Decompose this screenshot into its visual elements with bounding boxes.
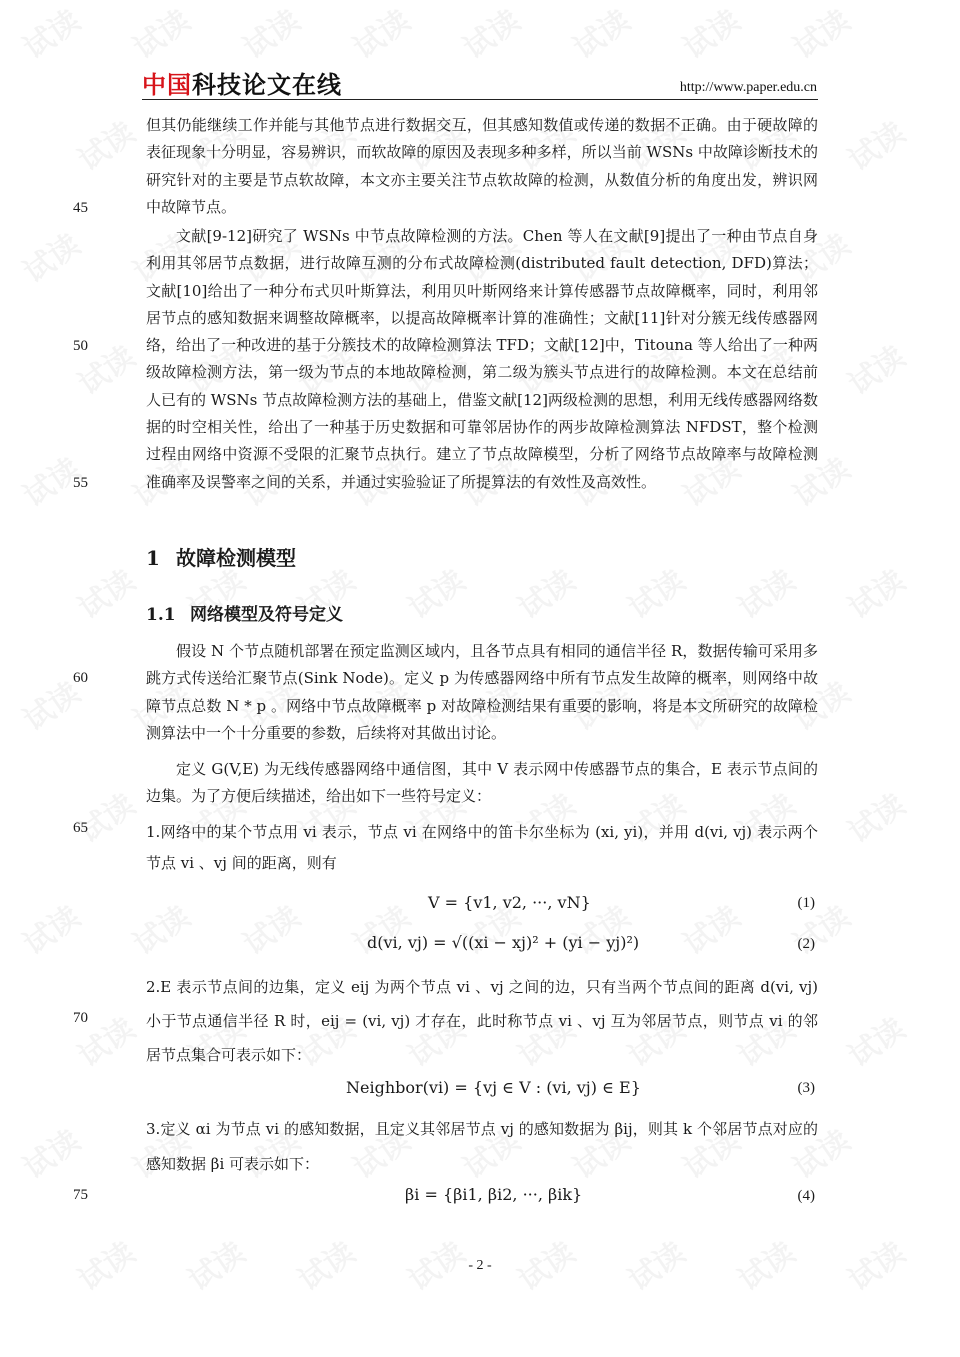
watermark-text <box>453 0 527 67</box>
watermark-text <box>618 557 692 627</box>
watermark-text <box>838 1005 912 1075</box>
watermark-text <box>783 0 857 67</box>
watermark-text <box>233 893 307 963</box>
section-heading <box>146 542 296 571</box>
line-number: 70 <box>73 1010 88 1026</box>
watermark-text <box>343 893 417 963</box>
watermark-text <box>123 0 197 67</box>
line-number: 50 <box>73 338 88 354</box>
header-url[interactable]: http://www.paper.edu.cn <box>679 80 817 95</box>
watermark-text <box>838 333 912 403</box>
watermark-text <box>123 893 197 963</box>
line-number: 65 <box>73 820 88 836</box>
paragraph: 定义 G(V,E) 为无线传感器网络中通信图，其中 V 表示网中传感器节点的集合，E 表示节点间的边集。为了方便后续描述，给出如下一些符号定义： <box>146 760 818 806</box>
paragraph: 假设 N 个节点随机部署在预定监测区域内，且各节点具有相同的通信半径 R，数据传输可采用多跳方式传送给汇聚节点(Sink Node)。定义 p 为传感器网络中所有节点发生故障的概率，则网络中故障节点总数 N * p 。网络中节点故障概率 p 对故障检测结果有重要的影响，将是本文所研究的故障检测算法中一个十分重要的参数，后续将对其做出讨论。 <box>146 642 818 742</box>
line-number: 75 <box>73 1187 88 1203</box>
equation-number: (3) <box>797 1080 815 1096</box>
watermark-text <box>13 893 87 963</box>
watermark-text <box>68 781 142 851</box>
watermark-text <box>838 557 912 627</box>
paragraph: 文献[9-12]研究了 WSNs 中节点故障检测的方法。Chen 等人在文献[9]提出了一种由节点自身利用其邻居节点数据，进行故障互测的分布式故障检测(distributed fault detection, DFD)算法；文献[10]给出了一种分布式贝叶斯算法，利用贝叶斯网络来计算传感器节点故障概率，同时，利用邻居节点的感知数据来调整故障概率，以提高故障概率计算的准确性；文献[11]针对分簇无线传感器网络，给出了一种改进的基于分簇技术的故障检测算法 TFD；文献[12]中，Titouna 等人给出了一种两级故障检测方法，第一级为节点的本地故障检测，第二级为簇头节点进行的故障检测。本文在总结前人已有的 WSNs 节点故障检测方法的基础上，借鉴文献[12]两级检测的思想，利用无线传感器网络数据的时空相关性，给出了一种基于历史数据和可靠邻居协作的两步故障检测算法 NFDST，整个检测过程由网络中资源不受限的汇聚节点执行。建立了节点故障模型，分析了网络节点故障率与故障检测准确率及误警率之间的关系，并通过实验验证了所提算法的有效性及高效性。 <box>146 227 818 491</box>
watermark-text <box>673 0 747 67</box>
watermark-text <box>838 109 912 179</box>
logo-red-text: 中国 <box>142 71 192 99</box>
watermark-text <box>673 893 747 963</box>
subsection-title: 网络模型及符号定义 <box>190 605 343 625</box>
watermark-text <box>343 0 417 67</box>
watermark-text <box>13 221 87 291</box>
watermark-text <box>398 557 472 627</box>
logo <box>142 70 342 100</box>
paragraph: 3.定义 αi 为节点 vi 的感知数据，且定义其邻居节点 vj 的感知数据为 βij，则其 k 个邻居节点对应的感知数据 βi 可表示如下： <box>146 1120 818 1173</box>
section-title: 故障检测模型 <box>176 546 296 570</box>
watermark-text <box>783 893 857 963</box>
line-number: 55 <box>73 475 88 491</box>
paragraph: 1.网络中的某个节点用 vi 表示，节点 vi 在网络中的笛卡尔坐标为 (xi, yi)，并用 d(vi, vj) 表示两个节点 vi 、vj 间的距离，则有 <box>146 823 818 872</box>
equation-number: (2) <box>797 936 815 952</box>
watermark-text <box>233 0 307 67</box>
watermark-text <box>838 781 912 851</box>
line-number: 45 <box>73 200 88 216</box>
header-rule <box>142 99 818 100</box>
watermark-text <box>13 0 87 67</box>
equation: βi = {βi1, βi2, ···, βik} <box>405 1185 583 1204</box>
watermark-text <box>508 557 582 627</box>
equation-number: (1) <box>797 895 815 911</box>
section-number: 1 <box>146 546 160 570</box>
page-number: - 2 - <box>468 1258 492 1273</box>
watermark-text <box>13 1117 87 1187</box>
equation: V = {v1, v2, ···, vN} <box>428 893 591 912</box>
paragraph: 但其仍能继续工作并能与其他节点进行数据交互，但其感知数值或传递的数据不正确。由于硬故障的表征现象十分明显，容易辨识，而软故障的原因及表现多种多样，所以当前 WSNs 中故障诊断技术的研究针对的主要是节点软故障，本文亦主要关注节点软故障的检测，从数值分析的角度出发，辨识网中故障节点。 <box>146 116 818 216</box>
logo-black-text: 科技论文在线 <box>192 71 342 99</box>
equation: Neighbor(vi) = {vj ∈ V : (vi, vj) ∈ E} <box>346 1078 641 1097</box>
subsection-heading <box>146 600 343 625</box>
watermark-text <box>68 109 142 179</box>
equation-number: (4) <box>797 1188 815 1204</box>
equation: d(vi, vj) = √((xi − xj)² + (yi − yj)²) <box>367 933 640 952</box>
watermark-text <box>68 557 142 627</box>
paragraph: 2.E 表示节点间的边集，定义 eij 为两个节点 vi 、vj 之间的边，只有当两个节点间的距离 d(vi, vj) 小于节点通信半径 R 时，eij = (vi, vj) 才存在，此时称节点 vi 、vj 互为邻居节点，则节点 vi 的邻居节点集合可表示如下： <box>146 978 818 1064</box>
watermark-text <box>728 557 802 627</box>
watermark-text <box>563 0 637 67</box>
subsection-number: 1.1 <box>146 605 176 625</box>
line-number: 60 <box>73 670 88 686</box>
